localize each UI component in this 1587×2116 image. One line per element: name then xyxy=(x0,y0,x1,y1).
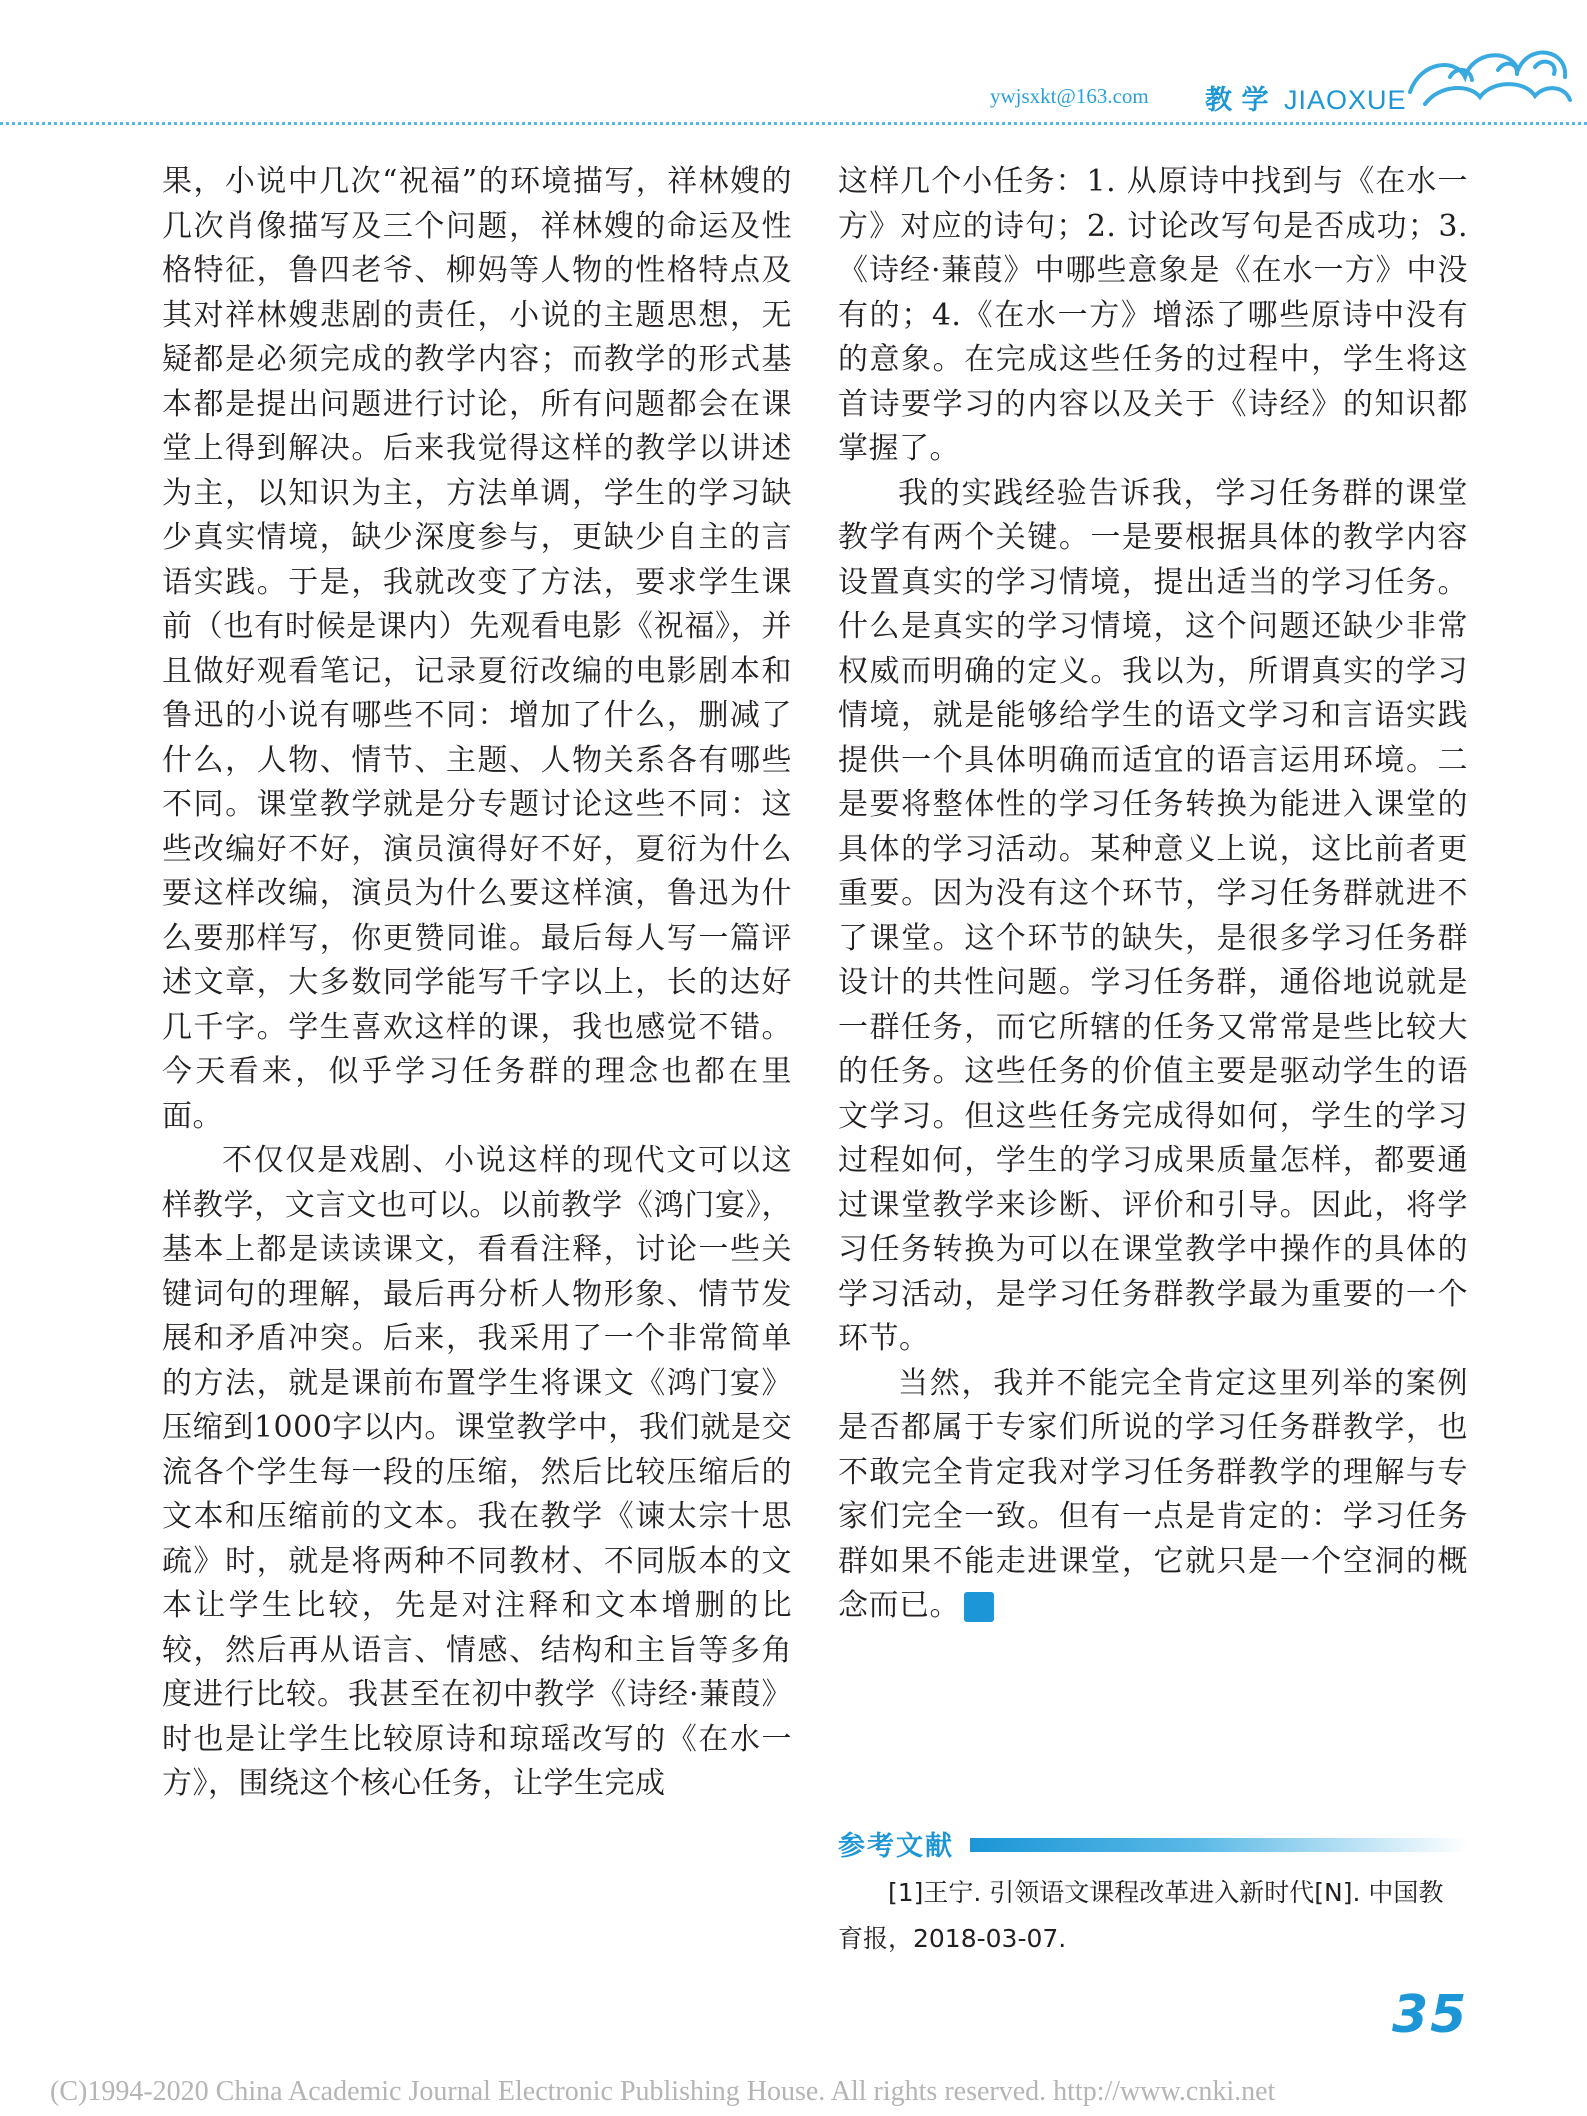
paragraph: 我的实践经验告诉我，学习任务群的课堂教学有两个关键。一是要根据具体的教学内容设置真实的学习情境，提出适当的学习任务。什么是真实的学习情境，这个问题还缺少非常权威而明确的定义。我以为，所谓真实的学习情境，就是能够给学生的语文学习和言语实践提供一个具体明确而适宜的语言运用环境。二是要将整体性的学习任务转换为能进入课堂的具体的学习活动。某种意义上说，这比前者更重要。因为没有这个环节，学习任务群就进不了课堂。这个环节的缺失，是很多学习任务群设计的共性问题。学习任务群，通俗地说就是一群任务，而它所辖的任务又常常是些比较大的任务。这些任务的价值主要是驱动学生的语文学习。但这些任务完成得如何，学生的学习过程如何，学生的学习成果质量怎样，都要通过课堂教学来诊断、评价和引导。因此，将学习任务转换为可以在课堂教学中操作的具体的学习活动，是学习任务群教学最为重要的一个环节。 xyxy=(838,475,1468,1356)
section-title xyxy=(1205,78,1407,117)
end-mark-icon: 语 xyxy=(964,1592,994,1622)
section-title-en: JIAOXUE xyxy=(1284,85,1407,115)
references-header xyxy=(838,1824,1468,1864)
copyright-notice: (C)1994-2020 China Academic Journal Electronic Publishing House. All rights reserved. http://www.cnki.net xyxy=(50,2076,1276,2107)
paragraph: 不仅仅是戏剧、小说这样的现代文可以这样教学，文言文也可以。以前教学《鸿门宴》，基本上都是读读课文，看看注释，讨论一些关键词句的理解，最后再分析人物形象、情节发展和矛盾冲突。后来，我采用了一个非常简单的方法，就是课前布置学生将课文《鸿门宴》压缩到1000字以内。课堂教学中，我们就是交流各个学生每一段的压缩，然后比较压缩后的文本和压缩前的文本。我在教学《谏太宗十思疏》时，就是将两种不同教材、不同版本的文本让学生比较，先是对注释和文本增删的比较，然后再从语言、情感、结构和主旨等多角度进行比较。我甚至在初中教学《诗经·蒹葭》时也是让学生比较原诗和琼瑶改写的《在水一方》，围绕这个核心任务，让学生完成 xyxy=(162,1143,792,1801)
references-title: 参考文献 xyxy=(838,1831,954,1862)
reference-item: [1]王宁. 引领语文课程改革进入新时代[N]. 中国教育报，2018-03-07. xyxy=(838,1878,1444,1953)
header-divider xyxy=(0,122,1587,125)
page-header xyxy=(0,0,1587,130)
references-title-bar xyxy=(970,1838,1468,1852)
left-column xyxy=(162,160,792,1807)
paragraph: 果，小说中几次“祝福”的环境描写，祥林嫂的几次肖像描写及三个问题，祥林嫂的命运及性格特征，鲁四老爷、柳妈等人物的性格特点及其对祥林嫂悲剧的责任，小说的主题思想，无疑都是必须完成的教学内容；而教学的形式基本都是提出问题进行讨论，所有问题都会在课堂上得到解决。后来我觉得这样的教学以讲述为主，以知识为主，方法单调，学生的学习缺少真实情境，缺少深度参与，更缺少自主的言语实践。于是，我就改变了方法，要求学生课前（也有时候是课内）先观看电影《祝福》，并且做好观看笔记，记录夏衍改编的电影剧本和鲁迅的小说有哪些不同：增加了什么，删减了什么，人物、情节、主题、人物关系各有哪些不同。课堂教学就是分专题讨论这些不同：这些改编好不好，演员演得好不好，夏衍为什么要这样改编，演员为什么要这样演，鲁迅为什么要那样写，你更赞同谁。最后每人写一篇评述文章，大多数同学能写千字以上，长的达好几千字。学生喜欢这样的课，我也感觉不错。今天看来，似乎学习任务群的理念也都在里面。 xyxy=(162,164,792,1134)
paragraph: 这样几个小任务：1. 从原诗中找到与《在水一方》对应的诗句；2. 讨论改写句是否成功；3.《诗经·蒹葭》中哪些意象是《在水一方》中没有的；4.《在水一方》增添了哪些原诗中没有的意象。在完成这些任务的过程中，学生将这首诗要学习的内容以及关于《诗经》的知识都掌握了。 xyxy=(838,164,1468,466)
page-number: 35 xyxy=(1392,1985,1469,2045)
paragraph xyxy=(838,1362,1468,1629)
right-column xyxy=(838,160,1468,1629)
cloud-ornament-icon xyxy=(1400,22,1580,122)
section-title-cn: 教 学 xyxy=(1205,85,1270,115)
paragraph-text: 当然，我并不能完全肯定这里列举的案例是否都属于专家们所说的学习任务群教学，也不敢完全肯定我对学习任务群教学的理解与专家们完全一致。但有一点是肯定的：学习任务群如果不能走进课堂，它就只是一个空洞的概念而已。 xyxy=(838,1365,1468,1623)
journal-email[interactable]: ywjsxkt@163.com xyxy=(990,84,1149,108)
